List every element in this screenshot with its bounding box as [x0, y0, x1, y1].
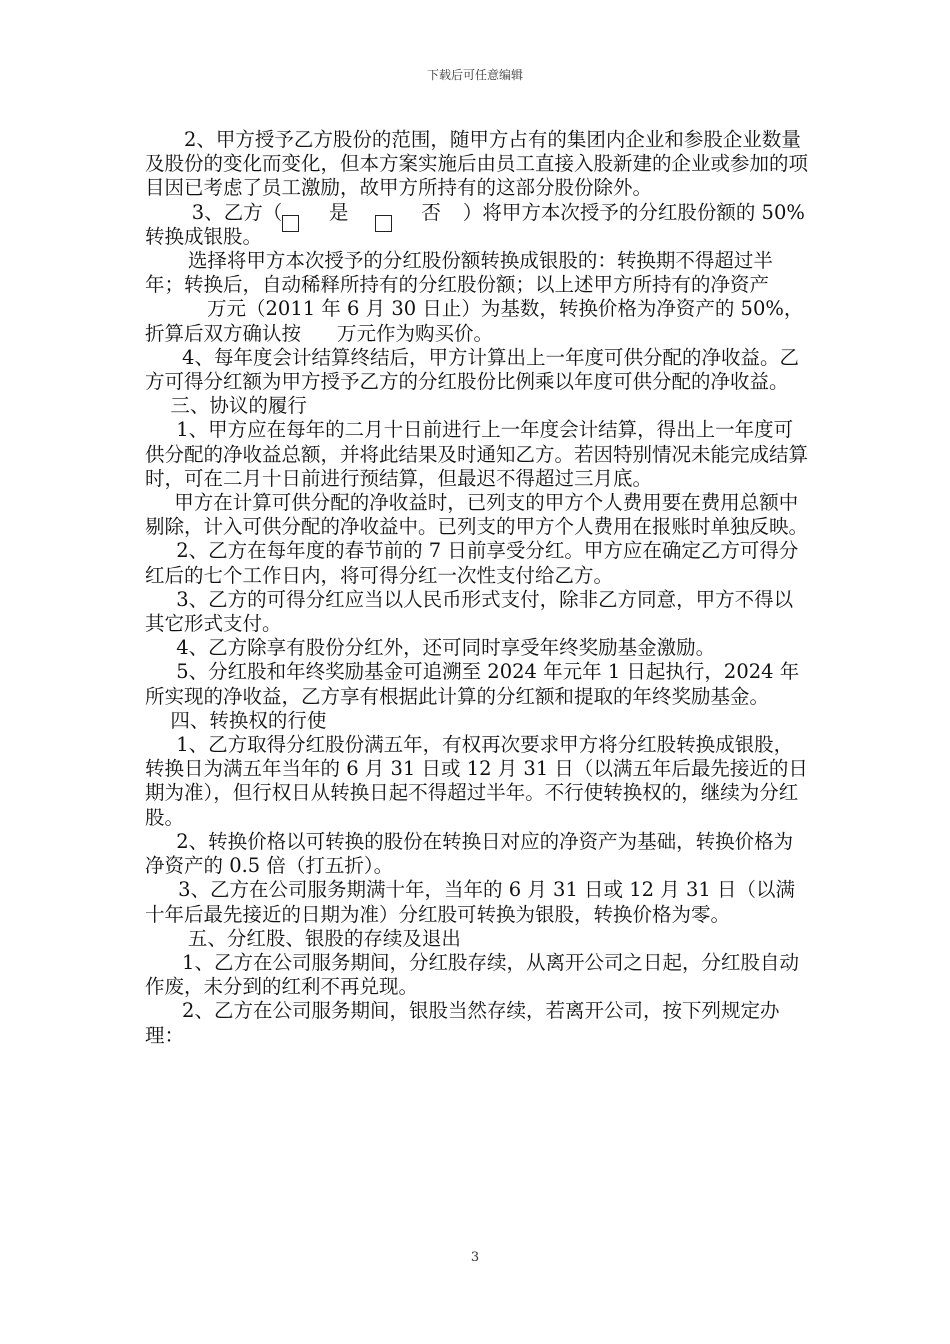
paragraph: 3、乙方的可得分红应当以人民币形式支付，除非乙方同意，甲方不得以其它形式支付。 — [145, 587, 794, 636]
paragraph — [145, 249, 810, 346]
paragraph: 4、乙方除享有股份分红外，还可同时享受年终奖励基金激励。 — [176, 636, 716, 660]
paragraph: 1、甲方应在每年的二月十日前进行上一年度会计结算，得出上一年度可供分配的净收益总额，并将此结果及时通知乙方。若因特别情况未能完成结算时，可在二月十日前进行预结算，但最迟不得超过三月底。 — [145, 418, 809, 490]
paragraph: 1、乙方取得分红股份满五年，有权再次要求甲方将分红股转换成银股，转换日为满五年当年的 6 月 31 日或 12 月 31 日（以满五年后最先接近的日期为准），但行权日从转换日起不得超过半年。不行使转换权的，继续为分红股。 — [145, 733, 808, 829]
option-yes[interactable] — [282, 201, 348, 225]
page-number: 3 — [470, 1250, 480, 1265]
choice-prefix: 3、乙方（ — [191, 200, 283, 224]
paragraph-choice — [145, 201, 810, 249]
paragraph: 1、乙方在公司服务期间，分红股存续，从离开公司之日起，分红股自动作废，未分到的红利不再兑现。 — [145, 950, 799, 999]
option-yes-label: 是 — [329, 200, 349, 224]
section-heading: 五、分红股、银股的存续及退出 — [187, 926, 461, 950]
checkbox-yes-icon[interactable] — [282, 215, 299, 232]
paragraph: 2、甲方授予乙方股份的范围，随甲方占有的集团内企业和参股企业数量及股份的变化而变化，但本方案实施后由员工直接入股新建的企业或参加的项目因已考虑了员工激励，故甲方所持有的这部分股份除外。 — [145, 128, 809, 200]
paragraph: 5、分红股和年终奖励基金可追溯至 2024 年元年 1 日起执行，2024 年所实现的净收益，乙方享有根据此计算的分红额和提取的年终奖励基金。 — [145, 660, 800, 708]
paragraph: 4、每年度会计结算终结后，甲方计算出上一年度可供分配的净收益。乙方可得分红额为甲方授予乙方的分红股份比例乘以年度可供分配的净收益。 — [145, 345, 799, 394]
page-header: 下载后可任意编辑 — [426, 68, 523, 82]
paragraph: 2、乙方在每年度的春节前的 7 日前享受分红。甲方应在确定乙方可得分红后的七个工作日内，将可得分红一次性支付给乙方。 — [145, 539, 799, 587]
paragraph-part: 万元作为购买价。 — [337, 321, 494, 345]
paragraph: 甲方在计算可供分配的净收益时，已列支的甲方个人费用要在费用总额中剔除，计入可供分配的净收益中。已列支的甲方个人费用在报账时单独反映。 — [145, 491, 809, 539]
option-no[interactable] — [375, 201, 441, 225]
section-heading: 三、协议的履行 — [170, 394, 307, 418]
option-no-label: 否 — [421, 200, 441, 224]
checkbox-no-icon[interactable] — [375, 215, 392, 232]
paragraph-part: 选择将甲方本次授予的分红股份额转换成银股的：转换期不得超过半年；转换后，自动稀释所持有的分红股份额；以上述甲方所持有的净资产 — [145, 249, 773, 297]
paragraph-part: 万元（2011 年 6 月 30 日止）为基数，转换价格为净资产的 50%，折算后双方确认按 — [145, 297, 804, 345]
choice-suffix: ）将甲方本次授予的分红股份额的 50%转换成银股。 — [145, 200, 805, 248]
paragraph: 3、乙方在公司服务期满十年，当年的 6 月 31 日或 12 月 31 日（以满十年后最先接近的日期为准）分红股可转换为银股，转换价格为零。 — [145, 878, 795, 926]
paragraph: 2、乙方在公司服务期间，银股当然存续，若离开公司，按下列规定办理： — [145, 999, 780, 1047]
section-heading: 四、转换权的行使 — [170, 708, 327, 732]
document-body — [145, 128, 810, 1048]
paragraph: 2、转换价格以可转换的股份在转换日对应的净资产为基础，转换价格为净资产的 0.5 倍（打五折）。 — [145, 829, 794, 878]
